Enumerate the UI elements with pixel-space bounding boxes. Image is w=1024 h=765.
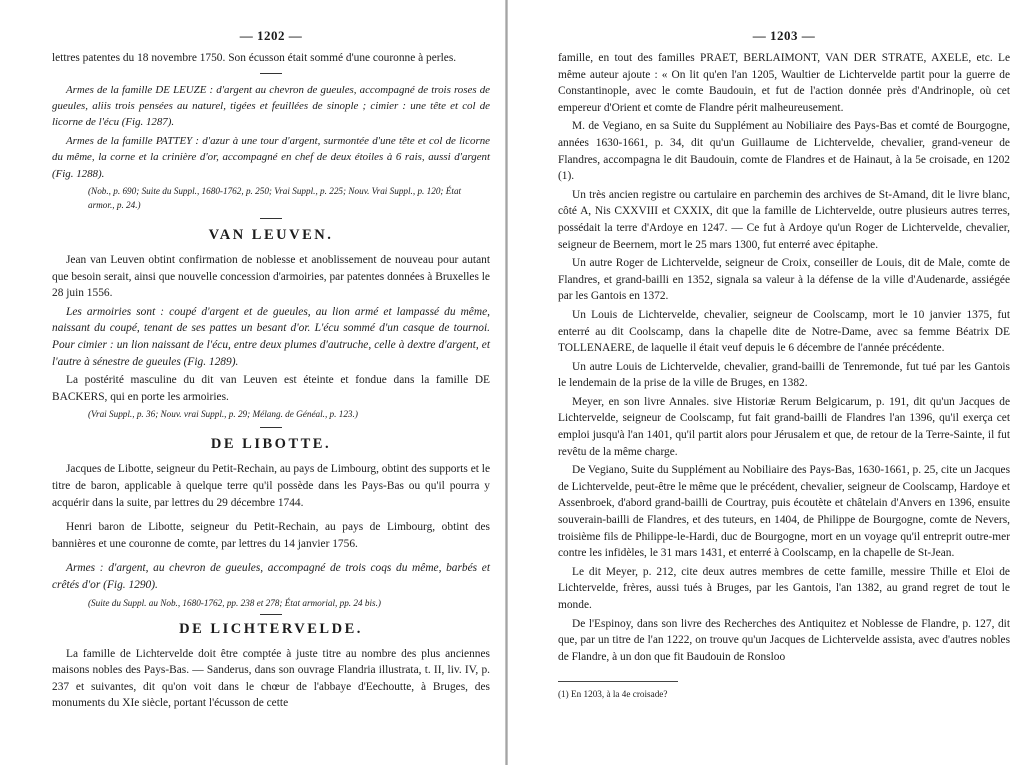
arms-paragraph: Les armoiries sont : coupé d'argent et de gueules, au lion armé et lampassé du même, naissant du coupé, tenant de ses pattes un besant d'or. L'écu sommé d'un casque de tournoi. Pour cimier : un lion naissant de l'écu, entre deux plumes d'autruche, celle à dextre d'argent, et l'autre à sénestre de gueules (Fig. 1289). bbox=[52, 305, 490, 368]
paragraph: Henri baron de Libotte, seigneur du Petit-Rechain, au pays de Limbourg, obtint des bannières et une couronne de comte, par lettres du 14 janvier 1756. bbox=[52, 521, 490, 550]
right-page bbox=[508, 0, 1024, 765]
reference-note: (Vrai Suppl., p. 36; Nouv. vrai Suppl., p. 29; Mélang. de Généal., p. 123.) bbox=[88, 409, 358, 420]
section-heading-van-leuven: VAN LEUVEN. bbox=[208, 227, 334, 244]
paragraph: Jacques de Libotte, seigneur du Petit-Rechain, au pays de Limbourg, obtint des supports et le titre de baron, applicable à quelque terre qu'il possède dans les Pays-Bas ou qu'il pourra y acquérir dans la suite, par lettres du 29 décembre 1744. bbox=[52, 463, 491, 509]
divider bbox=[260, 218, 282, 219]
paragraph: Un autre Roger de Lichtervelde, seigneur de Croix, conseiller de Louis, dit de Male, comte de Flandres, et grand-bailli en 1352, signala sa valeur à la défense de la ville d'Audenarde, assiégée par les Gantois en 1372. bbox=[558, 257, 1010, 303]
paragraph: Un Louis de Lichtervelde, chevalier, seigneur de Coolscamp, mort le 10 janvier 1375, fut enterré au dit Coolscamp, dans la chapelle dite de Notre-Dame, avec sa femme Béatrix DE TOLLENAERE, de laquelle il était veuf depuis le 6 décembre de l'année précédente. bbox=[558, 308, 1010, 355]
paragraph: lettres patentes du 18 novembre 1750. Son écusson était sommé d'une couronne à perles. bbox=[52, 52, 457, 64]
reference-note: (Suite du Suppl. au Nob., 1680-1762, pp. 238 et 278; État armorial, pp. 24 bis.) bbox=[88, 597, 381, 608]
paragraph: Le dit Meyer, p. 212, cite deux autres membres de cette famille, messire Thille et Eloi de Lichtervelde, frères, aussi tués à Bruges, par les Gantois, l'an 1382, au grand regret de tout le monde. bbox=[558, 565, 1010, 611]
divider bbox=[260, 427, 282, 428]
reference-note: (Nob., p. 690; Suite du Suppl., 1680-1762, p. 250; Vrai Suppl., p. 225; Nouv. Vrai Suppl., p. 120; État armor., p. 24.) bbox=[88, 186, 462, 211]
divider bbox=[260, 614, 282, 615]
paragraph: De l'Espinoy, dans son livre des Recherches des Antiquitez et Noblesse de Flandre, p. 127, dit que, par un titre de l'an 1222, on trouve qu'un Jacques de Lichtervelde assista, avec d'autres nobles de Flandre, à un don que fit Baudouin de Ronsloo bbox=[558, 617, 1010, 663]
section-heading-de-libotte: DE LIBOTTE. bbox=[210, 436, 332, 453]
arms-paragraph: Armes : d'argent, au chevron de gueules, accompagné de trois coqs du même, barbés et crêtés d'or (Fig. 1290). bbox=[52, 562, 490, 591]
paragraph: Jean van Leuven obtint confirmation de noblesse et anoblissement de nouveau pour autant que besoin serait, ainsi que nouvelle concession d'armoiries, par patentes données à Bruxelles le 28 juin 1556. bbox=[52, 254, 490, 300]
left-page bbox=[0, 0, 506, 765]
paragraph: De Vegiano, Suite du Supplément au Nobiliaire des Pays-Bas, 1630-1661, p. 25, cite un Jacques de Lichtervelde, peut-être le même que le précédent, chevalier, seigneur de Coolscamp, Hardoye et Assenbroek, d'abord grand-bailli de Courtray, puis écoutète et châtelain d'Anvers en 1396, ensuite souverain-bailli de Flandres, et des tuteurs, en 1404, de Philippe de Bourgogne, comte de Nevers, troisième fils de Philippe-le-Hardi, duc de Bourgogne, mort en un voyage qu'il entreprit outre-mer contre les infidèles, le 31 mars 1431, et enterré à Coolscamp, en la chapelle de St-Jean. bbox=[558, 464, 1010, 560]
paragraph: La postérité masculine du dit van Leuven est éteinte et fondue dans la famille DE BACKERS, qui en porte les armoiries. bbox=[52, 374, 490, 403]
pattey-arms: Armes de la famille PATTEY : d'azur à une tour d'argent, surmontée d'une tête et col de licorne du même, la corne et la crinière d'or, accompagné en chef de deux étoiles à 6 rais, aussi d'argent (Fig. 1288). bbox=[52, 134, 490, 180]
leeuze-arms: Armes de la famille DE LEUZE : d'argent au chevron de gueules, accompagné de trois roses de gueules, aliis trois pensées au naturel, tigées et feuillées de sinople ; cimier : une tête et col de licorne de l'écu (Fig. 1287). bbox=[52, 83, 490, 129]
paragraph: famille, en tout des familles PRAET, BERLAIMONT, VAN DER STRATE, AXELE, etc. Le même auteur ajoute : « On lit qu'en l'an 1205, Waultier de Lichtervelde partit pour la guerre de Constantinople, avec le comte Baudouin, et fut de l'action donnée près d'Andrinople, où cet empereur d'Orient et comte de Flandre périt malheureusement. bbox=[558, 52, 1010, 114]
paragraph: M. de Vegiano, en sa Suite du Supplément au Nobiliaire des Pays-Bas et comté de Bourgogne, années 1630-1661, p. 34, dit qu'un Guillaume de Lichtervelde, chevalier, grand-veneur de Flandres, accompagna le dit Baudouin, comte de Flandres et de Hainaut, à la 5e croisade, en 1202 (1). bbox=[558, 120, 1010, 183]
paragraph: Un autre Louis de Lichtervelde, chevalier, grand-bailli de Tenremonde, fut tué par les Gantois le lendemain de la prise de la ville de Bruges, en 1382. bbox=[558, 360, 1010, 390]
paragraph: Un très ancien registre ou cartulaire en parchemin des archives de St-Amand, dit le livre blanc, côté A, Nis CXXVIII et CXXIX, dit que la famille de Lichtervelde, outre plusieurs autres terres, possédait la terre d'Ardoye en 1247. — Ce fut à Ardoye qu'un Roger de Lichtervelde, chevalier, seigneur de Beernem, mort le 25 mars 1300, fut enterré avec épitaphe. bbox=[558, 188, 1010, 251]
page-number-right: — 1203 — bbox=[752, 28, 816, 43]
divider bbox=[260, 73, 282, 74]
section-heading-de-lichtervelde: DE LICHTERVELDE. bbox=[179, 620, 363, 637]
footnote: (1) En 1203, à la 4e croisade? bbox=[558, 689, 668, 700]
page-number-left: — 1202 — bbox=[239, 28, 303, 43]
footnote-rule bbox=[558, 681, 678, 682]
paragraph: La famille de Lichtervelde doit être comptée à juste titre au nombre des plus anciennes maisons nobles des Pays-Bas. — Sanderus, dans son ouvrage Flandria illustrata, t. II, liv. IV, p. 237 et suivantes, dit qu'on voit dans le chœur de l'abbaye d'Eechoutte, à Bruges, des monuments du XIe siècle, portant l'écusson de cette bbox=[52, 647, 490, 710]
paragraph: Meyer, en son livre Annales. sive Historiæ Rerum Belgicarum, p. 191, dit qu'un Jacques de Lichtervelde, seigneur de Coolscamp, fut fait grand-bailli de Flandres l'an 1396, qu'il exerça cet emploi jusqu'à l'an 1401, qu'il partit alors pour Jérusalem et que, de retour de la Terre-Sainte, il fut revêtu de la même charge. bbox=[558, 395, 1010, 458]
